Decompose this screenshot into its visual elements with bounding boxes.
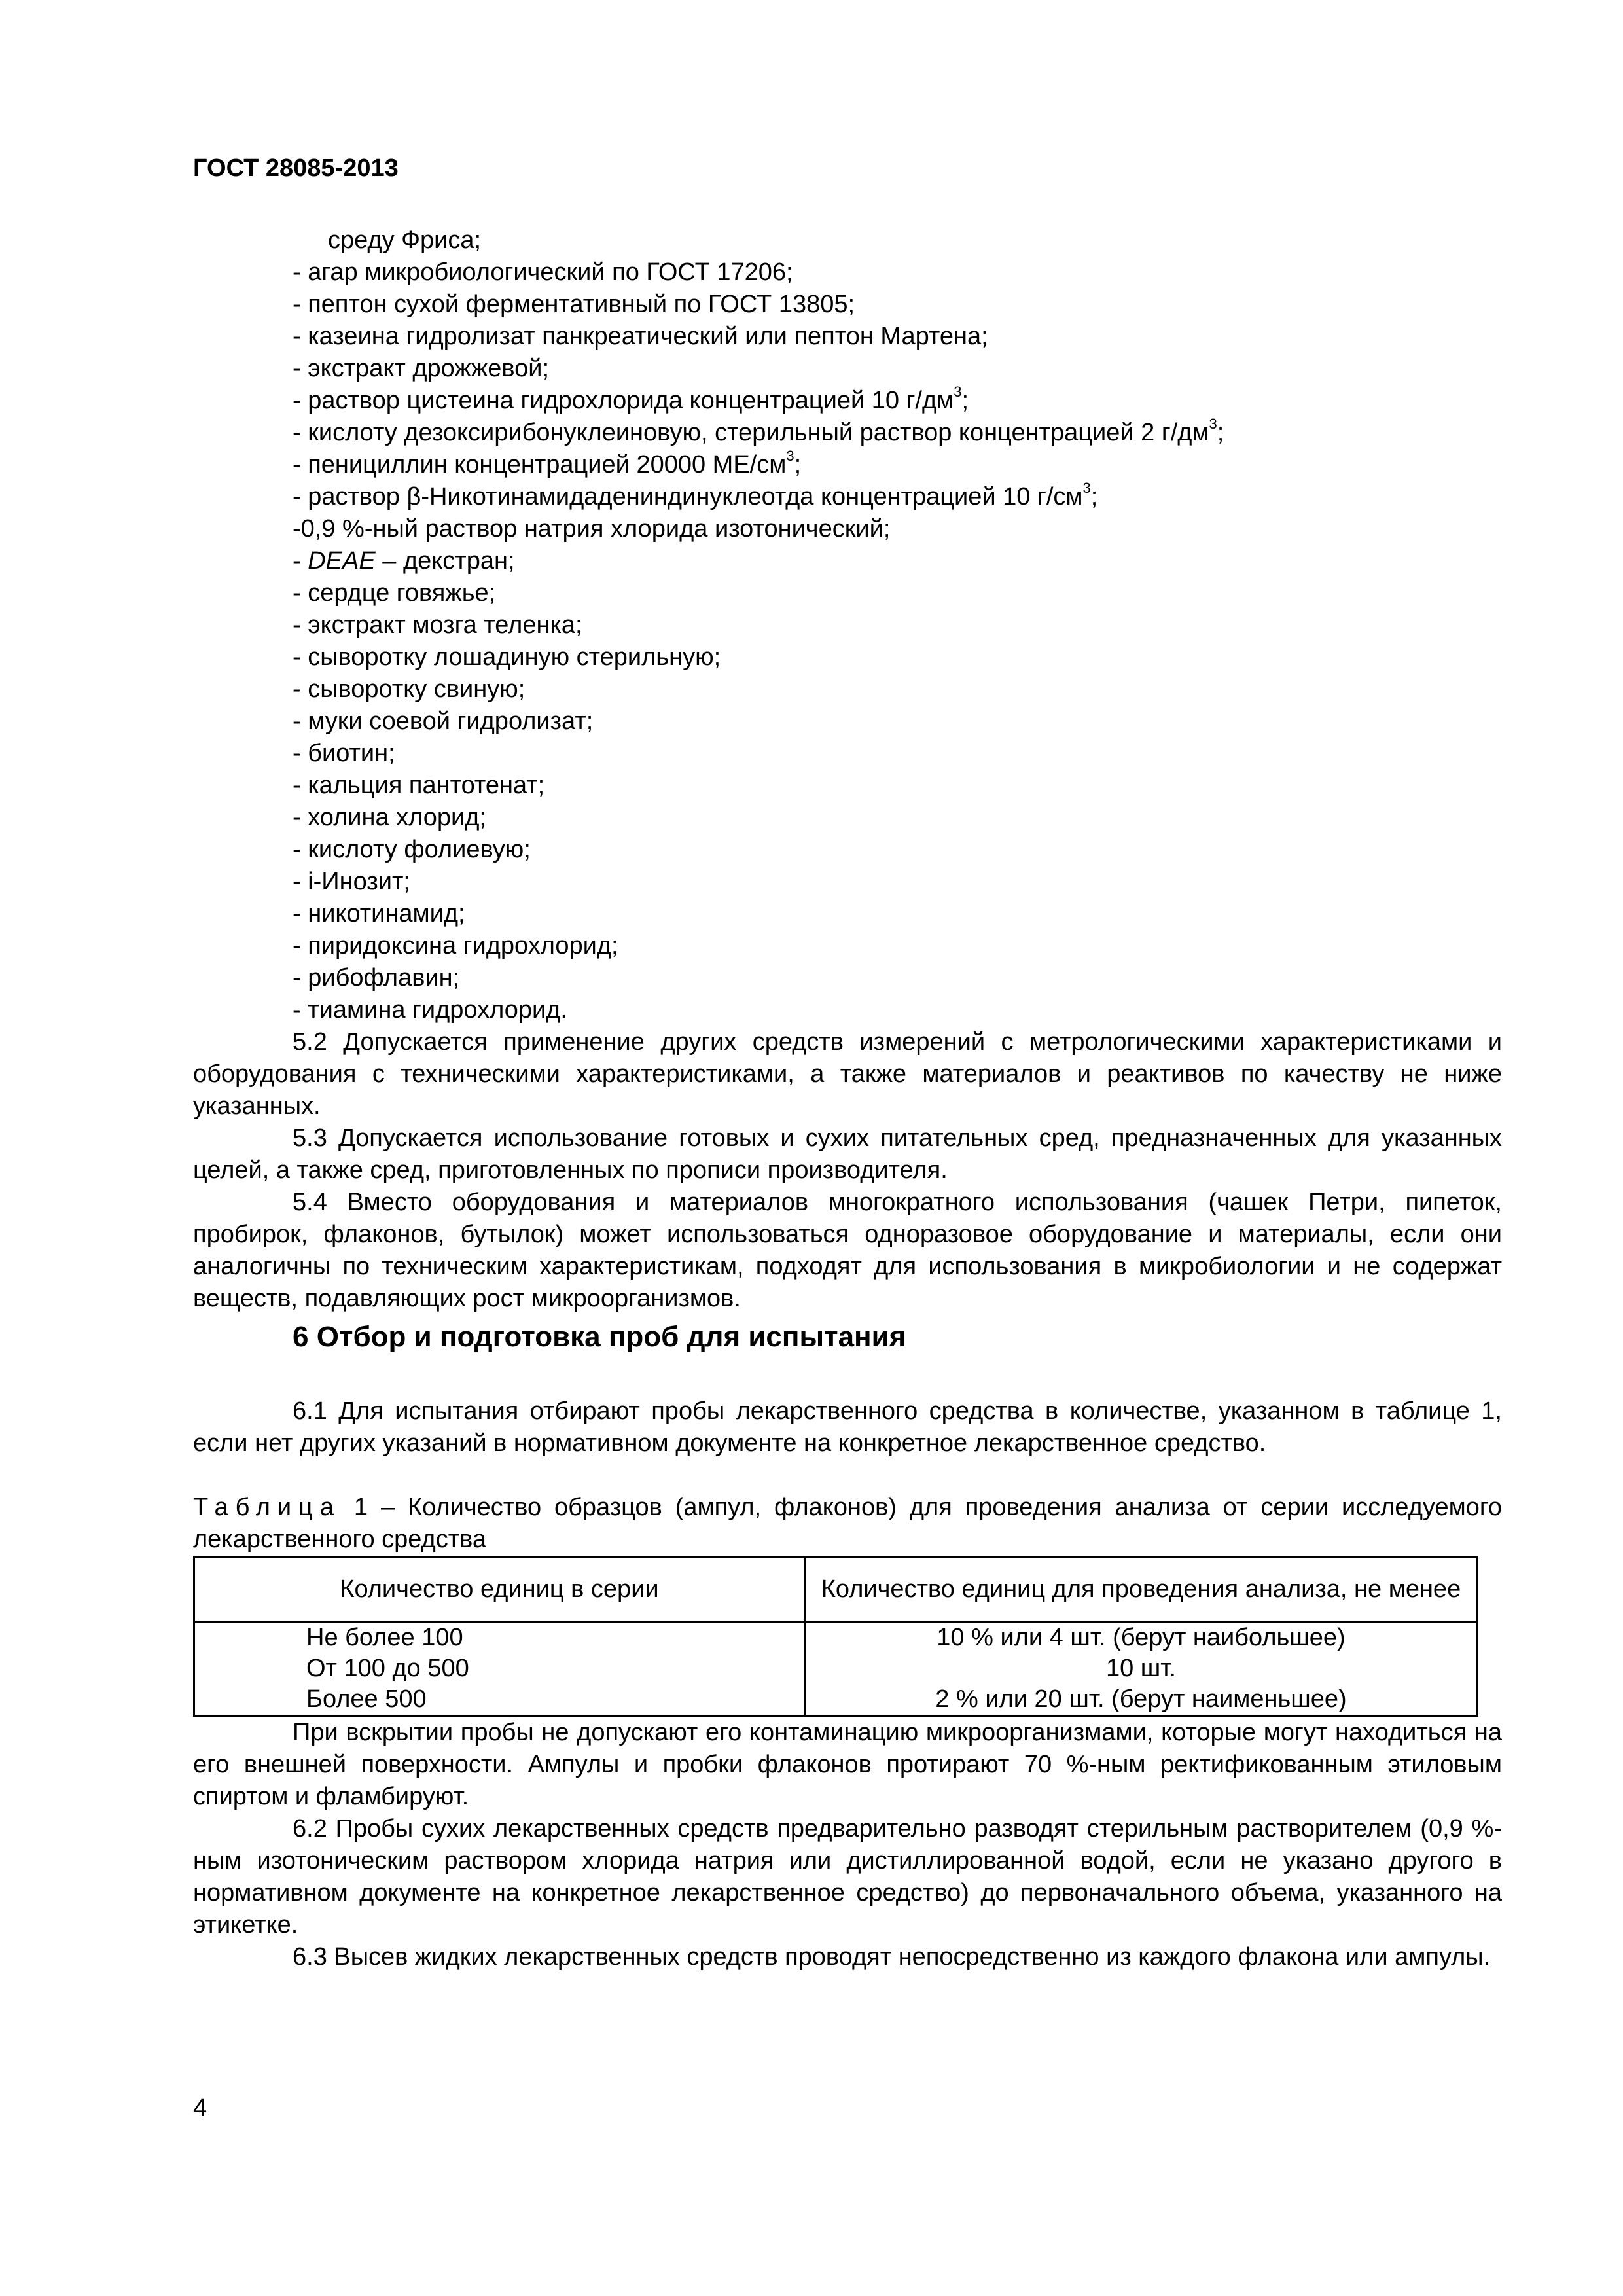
list-item: - кислоту фолиевую; xyxy=(293,836,531,863)
samples-table xyxy=(193,1556,1478,1717)
paragraph-5-4: 5.4 Вместо оборудования и материалов многократного использования (чашек Петри, пипеток, пробирок, флаконов, бутылок) может использоваться одноразовое оборудование и материалы, если они аналогичны по техническим характеристикам, подходят для использования в микробиологии и не содержат веществ, подавляющих рост микроорганизмов. xyxy=(193,1189,1502,1312)
page-number: 4 xyxy=(193,2094,207,2122)
list-item: - муки соевой гидролизат; xyxy=(293,708,594,735)
table-cell: 2 % или 20 шт. (берут наименьшее) xyxy=(805,1684,1478,1716)
list-item: - казеина гидролизат панкреатический или пептон Мартена; xyxy=(293,323,988,350)
list-item: среду Фриса; xyxy=(328,226,482,254)
list-item: - сыворотку лошадиную стерильную; xyxy=(293,643,721,671)
table-cell: Не более 100 xyxy=(194,1622,805,1654)
table-row xyxy=(194,1622,1478,1654)
table-row xyxy=(194,1653,1478,1684)
list-item: - никотинамид; xyxy=(293,900,465,927)
list-item: -0,9 %-ный раствор натрия хлорида изотонический; xyxy=(293,515,891,543)
table-cell: От 100 до 500 xyxy=(194,1653,805,1684)
list-item: - сердце говяжье; xyxy=(293,579,496,607)
list-item: - пиридоксина гидрохлорид; xyxy=(293,932,618,960)
section-6-body xyxy=(193,1395,1502,1973)
table-cell: 10 шт. xyxy=(805,1653,1478,1684)
paragraph-6-3: 6.3 Высев жидких лекарственных средств проводят непосредственно из каждого флакона или ампулы. xyxy=(293,1943,1491,1971)
table-caption: Таблица 1 – Количество образцов (ампул, флаконов) для проведения анализа от серии исследуемого лекарственного средства xyxy=(193,1494,1502,1553)
list-item: - рибофлавин; xyxy=(293,964,460,992)
table-cell: 10 % или 4 шт. (берут наибольшее) xyxy=(805,1622,1478,1654)
list-item: - i-Инозит; xyxy=(293,868,410,895)
document-header: ГОСТ 28085-2013 xyxy=(193,154,399,182)
paragraph-5-2: 5.2 Допускается применение других средств измерений с метрологическими характеристиками и оборудования с техническими характеристиками, а также материалов и реактивов по качеству не ниже указанных. xyxy=(193,1028,1502,1120)
list-item: - холина хлорид; xyxy=(293,804,486,831)
list-item: - раствор β-Никотинамидадениндинуклеотда концентрацией 10 $г/см^3$; xyxy=(293,480,1098,511)
paragraph-6-2: 6.2 Пробы сухих лекарственных средств предварительно разводят стерильным растворителем (0,9 %-ным изотоническим раствором хлорида натрия или дистиллированной водой, если не указано другого в нормативном документе на конкретное лекарственное средство) до первоначального объема, указанного на этикетке. xyxy=(193,1815,1502,1939)
paragraph-5-3: 5.3 Допускается использование готовых и сухих питательных сред, предназначенных для указанных целей, а также сред, приготовленных по прописи производителя. xyxy=(193,1124,1502,1184)
section-6-title: 6 Отбор и подготовка проб для испытания xyxy=(293,1321,906,1353)
list-item: - тиамина гидрохлорид. xyxy=(293,996,567,1024)
list-item: - кальция пантотенат; xyxy=(293,772,545,799)
table-header-cell: Количество единиц для проведения анализа, не менее xyxy=(805,1557,1478,1622)
list-item: - экстракт дрожжевой; xyxy=(293,355,550,382)
list-item: - экстракт мозга теленка; xyxy=(293,611,582,639)
paragraph-after-table: При вскрытии пробы не допускают его контаминацию микроорганизмами, которые могут находиться на его внешней поверхности. Ампулы и пробки флаконов протирают 70 %-ным ректификованным этиловым спиртом и фламбируют. xyxy=(193,1719,1502,1810)
paragraph-6-1: 6.1 Для испытания отбирают пробы лекарственного средства в количестве, указанном в таблице 1, если нет других указаний в нормативном документе на конкретное лекарственное средство. xyxy=(193,1397,1502,1457)
table-header-cell: Количество единиц в серии xyxy=(194,1557,805,1622)
list-item: - раствор цистеина гидрохлорида концентрацией 10 $г/дм^3$; xyxy=(293,384,969,414)
table-cell: Более 500 xyxy=(194,1684,805,1716)
list-item: - пептон сухой ферментативный по ГОСТ 13805; xyxy=(293,291,855,318)
list-item: - кислоту дезоксирибонуклеиновую, стерильный раствор концентрацией 2 $г/дм^3$; xyxy=(293,416,1224,446)
list-item: - DEAE – декстран; xyxy=(293,547,515,575)
list-item: - агар микробиологический по ГОСТ 17206; xyxy=(293,259,793,286)
list-item: - биотин; xyxy=(293,740,395,767)
list-item: - сыворотку свиную; xyxy=(293,675,526,703)
list-item: - пенициллин концентрацией 20000 $МЕ/см^3$; xyxy=(293,448,802,478)
reagents-list xyxy=(193,224,1502,1315)
table-row xyxy=(194,1684,1478,1716)
